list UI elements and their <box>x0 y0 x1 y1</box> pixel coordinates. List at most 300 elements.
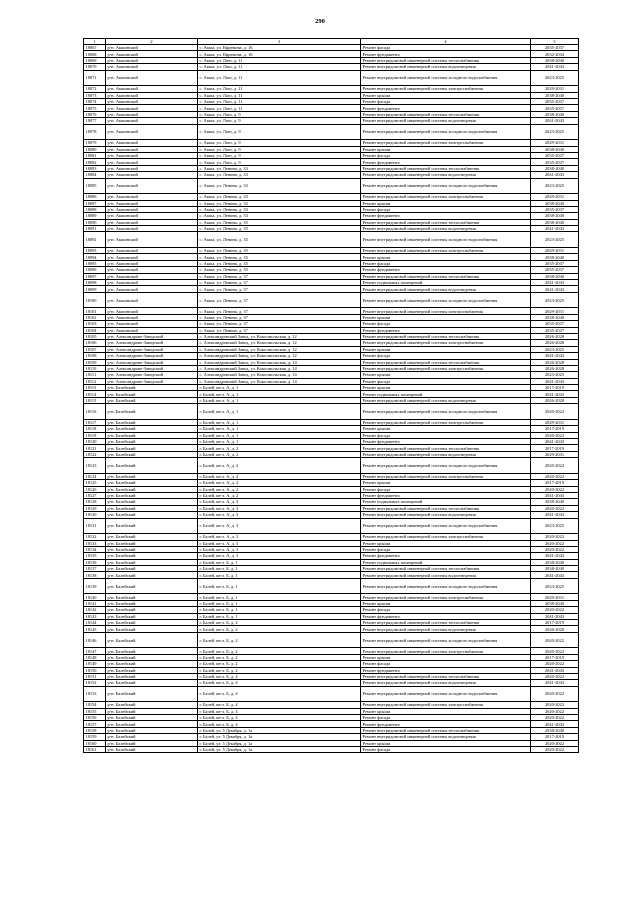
cell-work-type: Ремонт фасада <box>361 747 531 753</box>
cell-row-number: 18159 <box>84 734 106 740</box>
cell-district: р-н. Акшинский <box>106 45 198 51</box>
cell-work-type: Ремонт внутридомовой инженерной системы электроснабжения <box>361 702 531 708</box>
cell-row-number: 18099 <box>84 286 106 292</box>
cell-work-type: Ремонт внутридомовой инженерной системы водоотведения <box>361 226 531 232</box>
cell-district: р-н. Балейский <box>106 559 198 565</box>
cell-work-type: Ремонт фасада <box>361 661 531 667</box>
table-row <box>84 518 579 534</box>
cell-work-type: Ремонт фундамента <box>361 267 531 273</box>
cell-district: р-н. Александрово-Заводский <box>106 365 198 371</box>
cell-period: 2032-2034 <box>531 51 579 57</box>
cell-address: г. Балей, кв-л. Б, д. 4 <box>198 708 361 714</box>
cell-address: с. Акша, ул. Ленина, д. 35 <box>198 267 361 273</box>
cell-row-number: 18124 <box>84 473 106 479</box>
cell-row-number: 18110 <box>84 365 106 371</box>
cell-address: г. Балей, кв-л. А, д. 1 <box>198 391 361 397</box>
cell-address: г. Балей, кв-л. А, д. 1 <box>198 397 361 403</box>
table-body <box>84 45 579 753</box>
cell-district: р-н. Акшинский <box>106 286 198 292</box>
header-cell-district: 2 <box>106 39 198 45</box>
cell-row-number: 18129 <box>84 505 106 511</box>
cell-work-type: Ремонт внутридомовой инженерной системы теплоснабжения <box>361 566 531 572</box>
cell-work-type: Ремонт фасада <box>361 607 531 613</box>
cell-work-type: Ремонт фундамента <box>361 667 531 673</box>
cell-address: г. Балей, кв-л. Б, д. 1 <box>198 566 361 572</box>
cell-row-number: 18093 <box>84 248 106 254</box>
cell-district: р-н. Балейский <box>106 572 198 578</box>
cell-work-type: Ремонт внутридомовой инженерной системы водоотведения <box>361 734 531 740</box>
cell-row-number: 18117 <box>84 419 106 425</box>
cell-district: р-н. Балейский <box>106 439 198 445</box>
cell-address: г. Балей, кв-л. А, д. 1 <box>198 432 361 438</box>
cell-district: р-н. Акшинский <box>106 280 198 286</box>
cell-period: 2038-2040 <box>531 600 579 606</box>
cell-period: 2041-2043 <box>531 572 579 578</box>
cell-period: 2041-2043 <box>531 286 579 292</box>
cell-district: р-н. Балейский <box>106 426 198 432</box>
cell-work-type: Ремонт внутридомовой инженерной системы электроснабжения <box>361 86 531 92</box>
cell-period: 2029-2031 <box>531 194 579 200</box>
cell-address: с. Акша, ул. Ленина, д. 33 <box>198 194 361 200</box>
cell-row-number: 18088 <box>84 206 106 212</box>
cell-row-number: 18083 <box>84 165 106 171</box>
cell-row-number: 18081 <box>84 152 106 158</box>
cell-row-number: 18095 <box>84 260 106 266</box>
cell-address: с. Акша, ул. Лазо, д. 11 <box>198 70 361 86</box>
cell-row-number: 18148 <box>84 654 106 660</box>
cell-row-number: 18079 <box>84 140 106 146</box>
cell-work-type: Ремонт крыши <box>361 480 531 486</box>
cell-address: с. Александровский Завод, ул. Комсомольская, д. 14 <box>198 365 361 371</box>
cell-work-type: Ремонт внутридомовой инженерной системы электроснабжения <box>361 140 531 146</box>
cell-period: 2026-2028 <box>531 340 579 346</box>
cell-address: г. Балей, кв-л. А, д. 2 <box>198 473 361 479</box>
cell-period: 2023-2025 <box>531 232 579 248</box>
cell-district: р-н. Акшинский <box>106 194 198 200</box>
cell-address: с. Акша, ул. Лазо, д. 11 <box>198 57 361 63</box>
cell-row-number: 18149 <box>84 661 106 667</box>
cell-work-type: Ремонт крыши <box>361 372 531 378</box>
cell-work-type: Ремонт подвальных помещений <box>361 280 531 286</box>
cell-district: р-н. Балейский <box>106 667 198 673</box>
cell-district: р-н. Балейский <box>106 492 198 498</box>
cell-row-number: 18121 <box>84 445 106 451</box>
cell-row-number: 18100 <box>84 292 106 308</box>
cell-address: с. Акша, ул. Ленина, д. 37 <box>198 280 361 286</box>
cell-row-number: 18101 <box>84 308 106 314</box>
cell-address: г. Балей, кв-л. Б, д. 4 <box>198 715 361 721</box>
cell-work-type: Ремонт внутридомовой инженерной системы водоотведения <box>361 626 531 632</box>
cell-row-number: 18141 <box>84 600 106 606</box>
cell-row-number: 18109 <box>84 359 106 365</box>
cell-district: р-н. Акшинский <box>106 248 198 254</box>
cell-district: р-н. Акшинский <box>106 140 198 146</box>
cell-work-type: Ремонт внутридомовой инженерной системы электроснабжения <box>361 248 531 254</box>
cell-district: р-н. Александрово-Заводский <box>106 346 198 352</box>
cell-address: г. Балей, кв-л. Б, д. 1 <box>198 594 361 600</box>
cell-district: р-н. Балейский <box>106 404 198 420</box>
cell-address: г. Балей, кв-л. Б, д. 1 <box>198 559 361 565</box>
cell-work-type: Ремонт внутридомовой инженерной системы теплоснабжения <box>361 359 531 365</box>
table-row <box>84 124 579 140</box>
cell-row-number: 18087 <box>84 200 106 206</box>
cell-district: р-н. Акшинский <box>106 118 198 124</box>
cell-address: г. Балей, кв-л. А, д. 3 <box>198 499 361 505</box>
cell-address: с. Акша, ул. Ленина, д. 37 <box>198 327 361 333</box>
cell-period: 2017-2019 <box>531 426 579 432</box>
cell-district: р-н. Балейский <box>106 546 198 552</box>
cell-work-type: Ремонт фасада <box>361 432 531 438</box>
cell-work-type: Ремонт внутридомовой инженерной системы холодного водоснабжения <box>361 578 531 594</box>
cell-row-number: 18116 <box>84 404 106 420</box>
cell-row-number: 18123 <box>84 458 106 474</box>
cell-district: р-н. Александрово-Заводский <box>106 333 198 339</box>
cell-period: 2035-2037 <box>531 260 579 266</box>
cell-period: 2020-2022 <box>531 473 579 479</box>
cell-row-number: 18133 <box>84 540 106 546</box>
cell-period: 2020-2022 <box>531 715 579 721</box>
table-row <box>84 404 579 420</box>
cell-period: 2041-2043 <box>531 226 579 232</box>
cell-work-type: Ремонт внутридомовой инженерной системы электроснабжения <box>361 419 531 425</box>
cell-work-type: Ремонт внутридомовой инженерной системы холодного водоснабжения <box>361 518 531 534</box>
cell-period: 2041-2043 <box>531 553 579 559</box>
cell-address: г. Балей, кв-л. А, д. 1 <box>198 404 361 420</box>
cell-period: 2017-2019 <box>531 385 579 391</box>
cell-address: с. Акша, ул. Ленина, д. 33 <box>198 172 361 178</box>
cell-district: р-н. Акшинский <box>106 314 198 320</box>
cell-address: г. Балей, кв-л. Б, д. 2 <box>198 620 361 626</box>
cell-row-number: 18106 <box>84 340 106 346</box>
table-row <box>84 292 579 308</box>
cell-work-type: Ремонт крыши <box>361 200 531 206</box>
cell-row-number: 18096 <box>84 267 106 273</box>
cell-work-type: Ремонт внутридомовой инженерной системы холодного водоснабжения <box>361 124 531 140</box>
cell-row-number: 18142 <box>84 607 106 613</box>
cell-period: 2038-2040 <box>531 200 579 206</box>
cell-period: 2041-2043 <box>531 391 579 397</box>
cell-work-type: Ремонт внутридомовой инженерной системы теплоснабжения <box>361 219 531 225</box>
cell-district: р-н. Акшинский <box>106 70 198 86</box>
cell-work-type: Ремонт внутридомовой инженерной системы теплоснабжения <box>361 111 531 117</box>
cell-row-number: 18102 <box>84 314 106 320</box>
cell-district: р-н. Балейский <box>106 600 198 606</box>
cell-row-number: 18157 <box>84 721 106 727</box>
cell-address: г. Балей, ул. 5 Декабря, д. 1а <box>198 734 361 740</box>
cell-row-number: 18137 <box>84 566 106 572</box>
cell-address: г. Балей, ул. 5 Декабря, д. 1а <box>198 740 361 746</box>
cell-row-number: 18090 <box>84 219 106 225</box>
cell-period: 2020-2022 <box>531 486 579 492</box>
cell-address: с. Александровский Завод, ул. Комсомольская, д. 12 <box>198 346 361 352</box>
cell-row-number: 18132 <box>84 534 106 540</box>
cell-address: г. Балей, кв-л. А, д. 1 <box>198 385 361 391</box>
cell-address: с. Акша, ул. Лазо, д. 11 <box>198 99 361 105</box>
cell-address: с. Акша, ул. Лазо, д. 9 <box>198 159 361 165</box>
cell-district: р-н. Балейский <box>106 661 198 667</box>
cell-address: г. Балей, кв-л. Б, д. 2 <box>198 626 361 632</box>
cell-district: р-н. Балейский <box>106 680 198 686</box>
cell-work-type: Ремонт фундамента <box>361 213 531 219</box>
cell-district: р-н. Акшинский <box>106 267 198 273</box>
cell-district: р-н. Акшинский <box>106 321 198 327</box>
cell-address: г. Балей, кв-л. А, д. 1 <box>198 419 361 425</box>
cell-address: с. Акша, ул. Ленина, д. 33 <box>198 165 361 171</box>
cell-address: г. Балей, кв-л. Б, д. 1 <box>198 613 361 619</box>
cell-address: г. Балей, кв-л. Б, д. 4 <box>198 686 361 702</box>
cell-period: 2041-2043 <box>531 280 579 286</box>
cell-work-type: Ремонт внутридомовой инженерной системы холодного водоснабжения <box>361 232 531 248</box>
cell-work-type: Ремонт внутридомовой инженерной системы электроснабжения <box>361 308 531 314</box>
cell-row-number: 18151 <box>84 673 106 679</box>
cell-period: 2029-2031 <box>531 140 579 146</box>
cell-district: р-н. Акшинский <box>106 86 198 92</box>
cell-period: 2038-2040 <box>531 566 579 572</box>
cell-row-number: 18072 <box>84 86 106 92</box>
cell-district: р-н. Балейский <box>106 391 198 397</box>
cell-work-type: Ремонт внутридомовой инженерной системы электроснабжения <box>361 594 531 600</box>
cell-district: р-н. Балейский <box>106 432 198 438</box>
cell-address: с. Акша, ул. Ленина, д. 35 <box>198 254 361 260</box>
cell-address: г. Балей, кв-л. А, д. 3 <box>198 518 361 534</box>
cell-address: с. Акша, ул. Ленина, д. 37 <box>198 314 361 320</box>
cell-address: с. Акша, ул. Ленина, д. 35 <box>198 226 361 232</box>
cell-row-number: 18146 <box>84 632 106 648</box>
cell-work-type: Ремонт внутридомовой инженерной системы теплоснабжения <box>361 333 531 339</box>
cell-period: 2035-2037 <box>531 267 579 273</box>
cell-period: 2020-2022 <box>531 661 579 667</box>
cell-district: р-н. Балейский <box>106 708 198 714</box>
cell-row-number: 18073 <box>84 92 106 98</box>
cell-row-number: 18114 <box>84 391 106 397</box>
header-cell-address: 3 <box>198 39 361 45</box>
cell-row-number: 18089 <box>84 213 106 219</box>
cell-period: 2020-2022 <box>531 607 579 613</box>
cell-row-number: 18143 <box>84 613 106 619</box>
cell-work-type: Ремонт крыши <box>361 740 531 746</box>
cell-district: р-н. Акшинский <box>106 226 198 232</box>
cell-work-type: Ремонт крыши <box>361 146 531 152</box>
cell-row-number: 18112 <box>84 378 106 384</box>
cell-work-type: Ремонт подвальных помещений <box>361 499 531 505</box>
cell-period: 2029-2031 <box>531 248 579 254</box>
cell-row-number: 18070 <box>84 64 106 70</box>
cell-address: г. Балей, ул. 5 Декабря, д. 1а <box>198 747 361 753</box>
cell-district: р-н. Балейский <box>106 473 198 479</box>
cell-period: 2038-2040 <box>531 92 579 98</box>
cell-work-type: Ремонт фасада <box>361 152 531 158</box>
cell-work-type: Ремонт фундамента <box>361 721 531 727</box>
cell-district: р-н. Акшинский <box>106 292 198 308</box>
cell-period: 2020-2022 <box>531 546 579 552</box>
table-row <box>84 178 579 194</box>
cell-row-number: 18130 <box>84 512 106 518</box>
cell-period: 2017-2019 <box>531 734 579 740</box>
cell-address: с. Акша, ул. Ленина, д. 35 <box>198 219 361 225</box>
cell-work-type: Ремонт внутридомовой инженерной системы водоотведения <box>361 451 531 457</box>
cell-address: г. Балей, кв-л. Б, д. 2 <box>198 661 361 667</box>
cell-row-number: 18075 <box>84 105 106 111</box>
cell-address: г. Балей, кв-л. А, д. 2 <box>198 451 361 457</box>
cell-period: 2020-2022 <box>531 747 579 753</box>
cell-row-number: 18122 <box>84 451 106 457</box>
cell-address: г. Балей, кв-л. Б, д. 1 <box>198 578 361 594</box>
cell-work-type: Ремонт фасада <box>361 486 531 492</box>
cell-district: р-н. Акшинский <box>106 172 198 178</box>
cell-work-type: Ремонт внутридомовой инженерной системы теплоснабжения <box>361 620 531 626</box>
cell-district: р-н. Акшинский <box>106 308 198 314</box>
cell-period: 2035-2037 <box>531 99 579 105</box>
cell-row-number: 18078 <box>84 124 106 140</box>
cell-period: 2020-2022 <box>531 740 579 746</box>
cell-period: 2041-2043 <box>531 680 579 686</box>
cell-work-type: Ремонт фундамента <box>361 553 531 559</box>
cell-period: 2038-2040 <box>531 499 579 505</box>
cell-row-number: 18144 <box>84 620 106 626</box>
table-row <box>84 632 579 648</box>
cell-work-type: Ремонт фундамента <box>361 105 531 111</box>
cell-period: 2038-2040 <box>531 727 579 733</box>
cell-row-number: 18145 <box>84 626 106 632</box>
cell-district: р-н. Балейский <box>106 553 198 559</box>
cell-address: с. Александровский Завод, ул. Комсомольская, д. 12 <box>198 333 361 339</box>
cell-address: с. Александровский Завод, ул. Комсомольская, д. 12 <box>198 353 361 359</box>
cell-row-number: 18067 <box>84 45 106 51</box>
cell-address: с. Акша, ул. Лазо, д. 9 <box>198 124 361 140</box>
cell-work-type: Ремонт фундамента <box>361 613 531 619</box>
cell-address: с. Александровский Завод, ул. Комсомольская, д. 14 <box>198 372 361 378</box>
cell-district: р-н. Александрово-Заводский <box>106 359 198 365</box>
cell-address: с. Акша, ул. Ленина, д. 37 <box>198 308 361 314</box>
cell-district: р-н. Акшинский <box>106 146 198 152</box>
cell-period: 2023-2025 <box>531 346 579 352</box>
cell-work-type: Ремонт фасада <box>361 99 531 105</box>
cell-work-type: Ремонт фасада <box>361 378 531 384</box>
cell-work-type: Ремонт внутридомовой инженерной системы теплоснабжения <box>361 727 531 733</box>
header-cell-work-type: 4 <box>361 39 531 45</box>
cell-address: с. Акша, ул. Ленина, д. 37 <box>198 321 361 327</box>
cell-district: р-н. Акшинский <box>106 57 198 63</box>
cell-work-type: Ремонт крыши <box>361 708 531 714</box>
cell-period: 2038-2040 <box>531 219 579 225</box>
cell-address: с. Акша, ул. Лазо, д. 9 <box>198 118 361 124</box>
cell-work-type: Ремонт крыши <box>361 385 531 391</box>
cell-row-number: 18119 <box>84 432 106 438</box>
cell-district: р-н. Акшинский <box>106 152 198 158</box>
cell-period: 2023-2025 <box>531 518 579 534</box>
cell-work-type: Ремонт крыши <box>361 254 531 260</box>
table-row <box>84 578 579 594</box>
cell-period: 2035-2037 <box>531 159 579 165</box>
cell-period: 2020-2022 <box>531 534 579 540</box>
cell-work-type: Ремонт внутридомовой инженерной системы водоотведения <box>361 397 531 403</box>
cell-address: с. Акша, ул. Ленина, д. 35 <box>198 232 361 248</box>
cell-row-number: 18105 <box>84 333 106 339</box>
cell-work-type: Ремонт фундамента <box>361 327 531 333</box>
cell-period: 2020-2022 <box>531 432 579 438</box>
cell-period: 2023-2025 <box>531 178 579 194</box>
cell-address: с. Акша, ул. Ефремова, д. 16 <box>198 45 361 51</box>
cell-period: 2023-2025 <box>531 292 579 308</box>
cell-period: 2029-2031 <box>531 451 579 457</box>
cell-period: 2026-2028 <box>531 365 579 371</box>
cell-row-number: 18153 <box>84 686 106 702</box>
cell-work-type: Ремонт внутридомовой инженерной системы электроснабжения <box>361 473 531 479</box>
cell-period: 2038-2040 <box>531 213 579 219</box>
table-row <box>84 232 579 248</box>
cell-row-number: 18147 <box>84 648 106 654</box>
cell-district: р-н. Александрово-Заводский <box>106 372 198 378</box>
cell-period: 2038-2040 <box>531 146 579 152</box>
cell-district: р-н. Акшинский <box>106 165 198 171</box>
cell-row-number: 18136 <box>84 559 106 565</box>
cell-address: с. Александровский Завод, ул. Комсомольская, д. 12 <box>198 340 361 346</box>
cell-work-type: Ремонт внутридомовой инженерной системы электроснабжения <box>361 340 531 346</box>
cell-address: с. Акша, ул. Лазо, д. 11 <box>198 86 361 92</box>
cell-district: р-н. Балейский <box>106 540 198 546</box>
cell-row-number: 18084 <box>84 172 106 178</box>
cell-address: с. Акша, ул. Ленина, д. 37 <box>198 292 361 308</box>
cell-address: г. Балей, кв-л. А, д. 2 <box>198 458 361 474</box>
cell-work-type: Ремонт внутридомовой инженерной системы холодного водоснабжения <box>361 458 531 474</box>
cell-district: р-н. Акшинский <box>106 213 198 219</box>
cell-work-type: Ремонт крыши <box>361 600 531 606</box>
cell-district: р-н. Акшинский <box>106 51 198 57</box>
cell-address: г. Балей, кв-л. Б, д. 1 <box>198 607 361 613</box>
cell-address: с. Акша, ул. Лазо, д. 11 <box>198 64 361 70</box>
cell-district: р-н. Балейский <box>106 648 198 654</box>
cell-work-type: Ремонт внутридомовой инженерной системы холодного водоснабжения <box>361 292 531 308</box>
cell-district: р-н. Балейский <box>106 505 198 511</box>
cell-row-number: 18150 <box>84 667 106 673</box>
cell-district: р-н. Акшинский <box>106 232 198 248</box>
cell-address: с. Александровский Завод, ул. Комсомольская, д. 14 <box>198 378 361 384</box>
cell-work-type: Ремонт внутридомовой инженерной системы холодного водоснабжения <box>361 70 531 86</box>
cell-work-type: Ремонт фасада <box>361 715 531 721</box>
cell-row-number: 18158 <box>84 727 106 733</box>
cell-address: с. Акша, ул. Лазо, д. 11 <box>198 105 361 111</box>
cell-work-type: Ремонт фундамента <box>361 439 531 445</box>
cell-work-type: Ремонт внутридомовой инженерной системы электроснабжения <box>361 648 531 654</box>
cell-address: г. Балей, кв-л. А, д. 1 <box>198 426 361 432</box>
cell-period: 2041-2043 <box>531 613 579 619</box>
cell-work-type: Ремонт внутридомовой инженерной системы электроснабжения <box>361 365 531 371</box>
cell-period: 2020-2022 <box>531 505 579 511</box>
cell-address: с. Акша, ул. Ленина, д. 37 <box>198 273 361 279</box>
cell-address: с. Акша, ул. Ленина, д. 33 <box>198 213 361 219</box>
cell-period: 2041-2043 <box>531 353 579 359</box>
cell-district: р-н. Александрово-Заводский <box>106 353 198 359</box>
cell-work-type: Ремонт фундамента <box>361 159 531 165</box>
cell-period: 2017-2019 <box>531 654 579 660</box>
cell-row-number: 18077 <box>84 118 106 124</box>
cell-work-type: Ремонт фундамента <box>361 51 531 57</box>
cell-district: р-н. Акшинский <box>106 99 198 105</box>
cell-row-number: 18113 <box>84 385 106 391</box>
cell-address: с. Акша, ул. Ленина, д. 33 <box>198 206 361 212</box>
cell-work-type: Ремонт крыши <box>361 540 531 546</box>
cell-district: р-н. Балейский <box>106 715 198 721</box>
cell-address: г. Балей, кв-л. А, д. 3 <box>198 534 361 540</box>
cell-period: 2035-2037 <box>531 327 579 333</box>
cell-row-number: 18135 <box>84 553 106 559</box>
cell-period: 2020-2022 <box>531 708 579 714</box>
cell-address: г. Балей, кв-л. Б, д. 2 <box>198 648 361 654</box>
cell-period: 2035-2037 <box>531 152 579 158</box>
cell-period: 2035-2037 <box>531 321 579 327</box>
cell-work-type: Ремонт внутридомовой инженерной системы водоотведения <box>361 172 531 178</box>
cell-district: р-н. Балейский <box>106 419 198 425</box>
